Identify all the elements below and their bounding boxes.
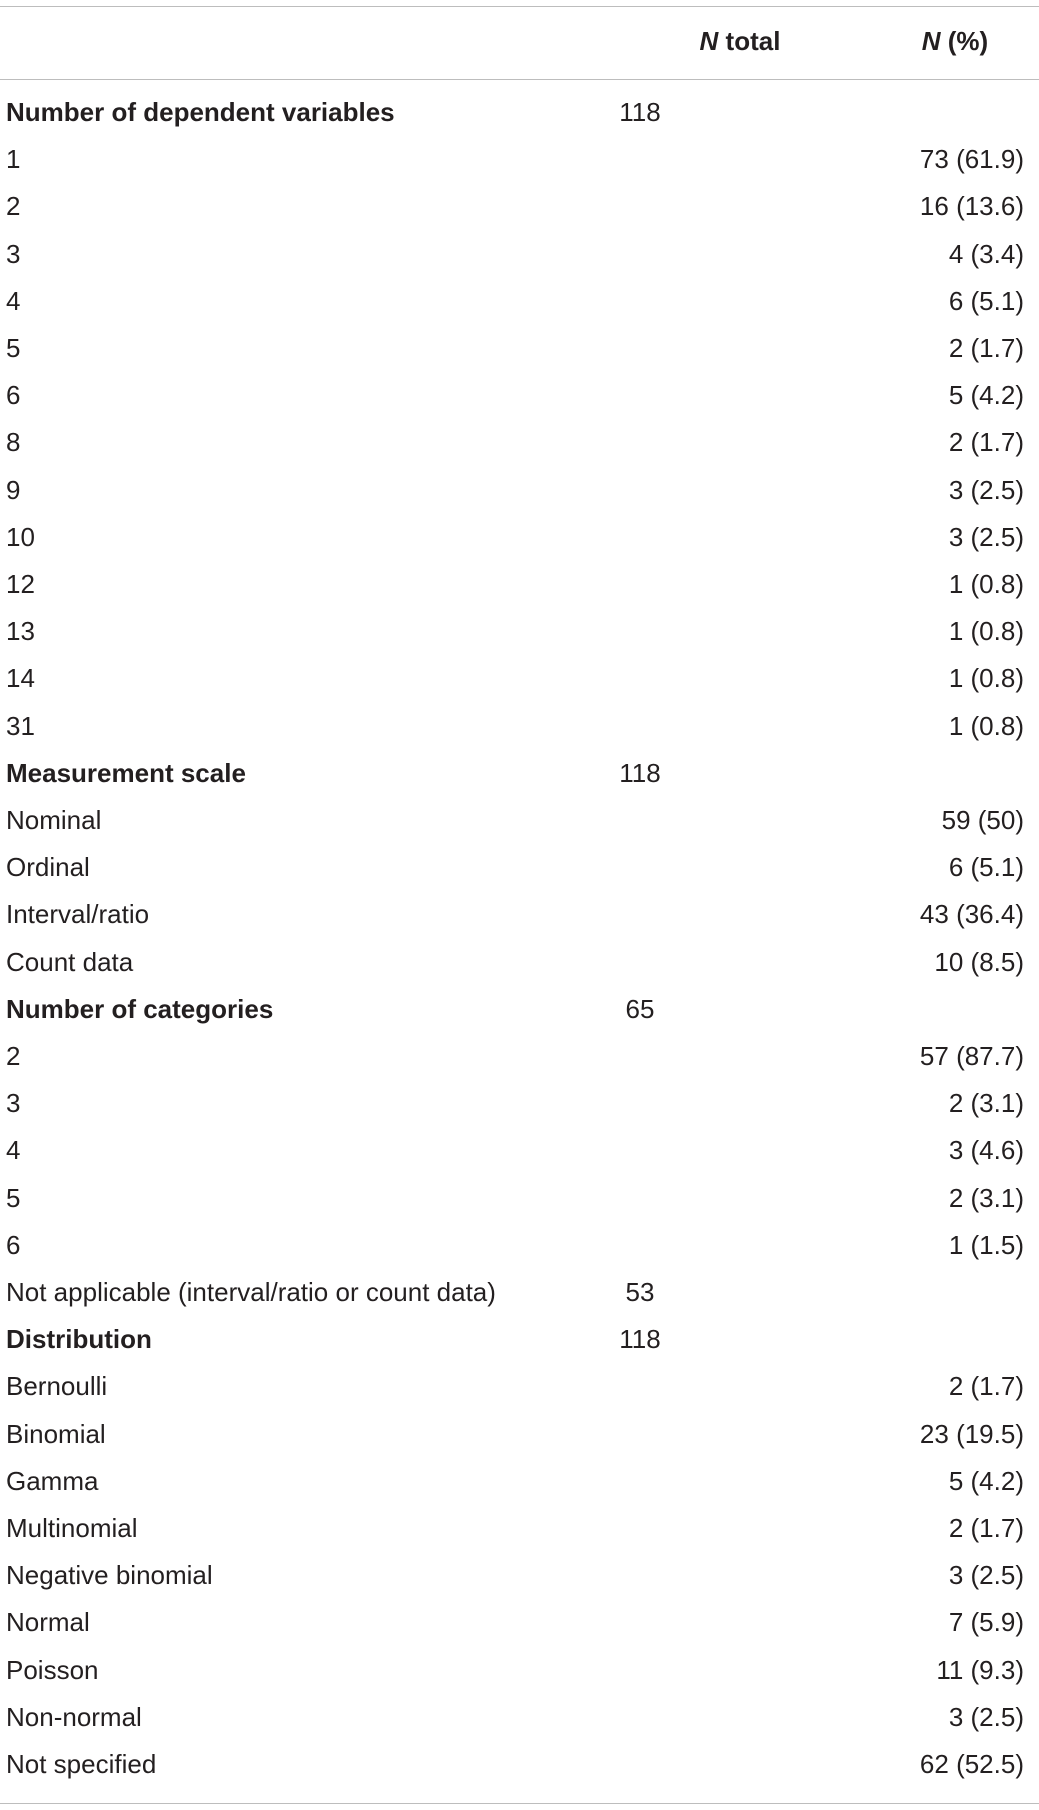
row-n-percent: 16 (13.6) [919, 191, 1024, 222]
table-row [0, 891, 1039, 938]
row-label: Non-normal [6, 1701, 142, 1732]
row-label: Not specified [6, 1749, 157, 1779]
table-row [0, 1080, 1039, 1127]
row-n-percent: 4 (3.4) [948, 238, 1024, 269]
row-label: 3 [6, 238, 21, 269]
row-label: 10 [6, 521, 35, 552]
table-row [0, 844, 1039, 891]
row-n-percent: 2 (1.7) [948, 1371, 1024, 1402]
row-n-total: 118 [619, 97, 661, 127]
row-n-percent: 3 (2.5) [948, 474, 1024, 505]
row-n-percent: 5 (4.2) [948, 380, 1024, 411]
table-row [0, 703, 1039, 750]
section-row [0, 986, 1039, 1033]
table-row [0, 797, 1039, 844]
header-rule [0, 79, 1039, 80]
row-n-percent: 1 (0.8) [948, 616, 1024, 647]
row-label: Nominal [6, 805, 102, 835]
bottom-rule [0, 1803, 1039, 1804]
table-row [0, 939, 1039, 986]
header-n-percent: N (%) [921, 26, 989, 56]
row-label: 5 [6, 333, 21, 363]
row-n-percent: 6 (5.1) [948, 285, 1024, 316]
table-row [0, 1033, 1039, 1080]
row-label: 13 [6, 616, 35, 647]
row-label: 31 [6, 710, 35, 741]
table-row [0, 1647, 1039, 1694]
row-label: Not applicable (interval/ratio or count data) [6, 1277, 496, 1307]
table-row [0, 1741, 1039, 1788]
row-label: Gamma [6, 1465, 99, 1496]
table-row [0, 1458, 1039, 1505]
row-n-percent: 43 (36.4) [919, 899, 1024, 930]
header-n-total: N total [699, 26, 781, 56]
row-n-total: 65 [625, 993, 655, 1024]
row-label: Poisson [6, 1654, 99, 1685]
row-label: 2 [6, 191, 21, 222]
table-row [0, 1694, 1039, 1741]
table-row [0, 1222, 1039, 1269]
row-n-percent: 3 (2.5) [948, 1560, 1024, 1591]
table-row [0, 278, 1039, 325]
row-label: Number of categories [6, 993, 274, 1024]
row-n-percent: 2 (3.1) [948, 1182, 1024, 1213]
row-n-percent: 3 (2.5) [948, 521, 1024, 552]
row-label: Normal [6, 1607, 90, 1638]
row-n-percent: 59 (50) [941, 805, 1024, 835]
row-label: 14 [6, 663, 35, 694]
row-label: Ordinal [6, 852, 90, 883]
table-row [0, 231, 1039, 278]
row-label: 2 [6, 1041, 21, 1071]
section-row [0, 89, 1039, 136]
row-n-percent: 3 (2.5) [948, 1701, 1024, 1732]
table-row [0, 1269, 1039, 1316]
section-row [0, 750, 1039, 797]
row-n-percent: 6 (5.1) [948, 852, 1024, 883]
row-n-percent: 62 (52.5) [919, 1749, 1024, 1779]
table-row [0, 1599, 1039, 1646]
row-label: 1 [6, 144, 21, 175]
row-n-percent: 1 (1.5) [948, 1229, 1024, 1260]
row-n-total: 118 [619, 1324, 661, 1355]
table-row [0, 419, 1039, 466]
table-row [0, 136, 1039, 183]
table-header [0, 16, 1039, 66]
row-n-percent: 3 (4.6) [948, 1135, 1024, 1166]
table-row [0, 608, 1039, 655]
row-n-percent: 7 (5.9) [948, 1607, 1024, 1638]
table-row [0, 325, 1039, 372]
row-n-total: 118 [619, 757, 661, 788]
table-row [0, 655, 1039, 702]
row-n-percent: 2 (1.7) [948, 427, 1024, 458]
row-n-percent: 5 (4.2) [948, 1465, 1024, 1496]
row-n-total: 53 [625, 1277, 655, 1307]
table-row [0, 1363, 1039, 1410]
table-row [0, 1175, 1039, 1222]
row-n-percent: 1 (0.8) [948, 569, 1024, 599]
table-row [0, 1411, 1039, 1458]
row-label: 6 [6, 380, 21, 411]
row-label: Count data [6, 946, 134, 977]
row-label: Number of dependent variables [6, 97, 395, 127]
row-n-percent: 2 (3.1) [948, 1088, 1024, 1119]
row-n-percent: 1 (0.8) [948, 710, 1024, 741]
table-row [0, 183, 1039, 230]
row-label: Binomial [6, 1418, 106, 1449]
row-n-percent: 73 (61.9) [919, 144, 1024, 175]
row-label: 9 [6, 474, 21, 505]
row-label: 8 [6, 427, 21, 458]
table-row [0, 467, 1039, 514]
row-n-percent: 1 (0.8) [948, 663, 1024, 694]
row-n-percent: 23 (19.5) [919, 1418, 1024, 1449]
row-label: 4 [6, 1135, 21, 1166]
row-label: 4 [6, 285, 21, 316]
row-label: 3 [6, 1088, 21, 1119]
row-n-percent: 2 (1.7) [948, 333, 1024, 363]
row-label: Interval/ratio [6, 899, 150, 930]
table-row [0, 372, 1039, 419]
row-label: Measurement scale [6, 757, 246, 788]
table-row [0, 514, 1039, 561]
row-label: 6 [6, 1229, 21, 1260]
table-row [0, 1505, 1039, 1552]
row-n-percent: 57 (87.7) [919, 1041, 1024, 1071]
top-rule [0, 6, 1039, 7]
row-n-percent: 11 (9.3) [936, 1654, 1024, 1685]
table-row [0, 1552, 1039, 1599]
row-label: Negative binomial [6, 1560, 213, 1591]
section-row [0, 1316, 1039, 1363]
row-label: Multinomial [6, 1513, 138, 1543]
row-label: 12 [6, 569, 35, 599]
row-label: 5 [6, 1182, 21, 1213]
row-label: Distribution [6, 1324, 152, 1355]
table-row [0, 561, 1039, 608]
table-row [0, 1127, 1039, 1174]
row-label: Bernoulli [6, 1371, 108, 1402]
row-n-percent: 10 (8.5) [934, 946, 1024, 977]
row-n-percent: 2 (1.7) [948, 1513, 1024, 1543]
